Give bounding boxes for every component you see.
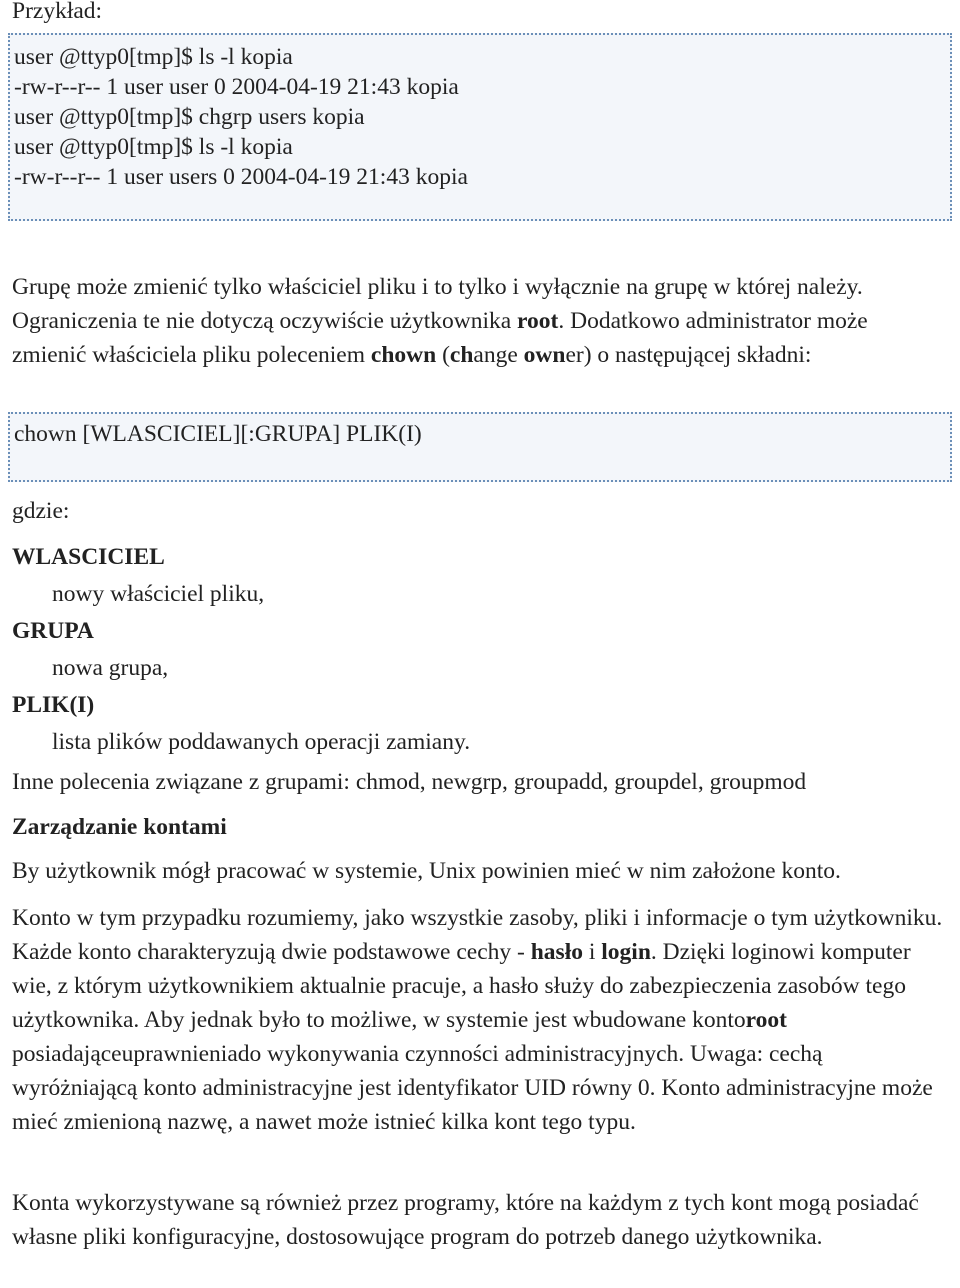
bold-login: login bbox=[601, 939, 651, 965]
example-label: Przykład: bbox=[12, 0, 103, 24]
code-line: -rw-r--r-- 1 user users 0 2004-04-19 21:43 kopia bbox=[14, 164, 468, 190]
code-line: user @ttyp0[tmp]$ ls -l kopia bbox=[14, 134, 293, 160]
paragraph-accounts-1: By użytkownik mógł pracować w systemie, Unix powinien mieć w nim założone konto. bbox=[12, 858, 841, 884]
other-commands: Inne polecenia związane z grupami: chmod, newgrp, groupadd, groupdel, groupmod bbox=[12, 769, 807, 795]
definition-term: WLASCICIEL bbox=[12, 544, 165, 570]
where-label: gdzie: bbox=[12, 498, 70, 524]
code-line: -rw-r--r-- 1 user user 0 2004-04-19 21:43 kopia bbox=[14, 74, 459, 100]
bold-chown: chown bbox=[370, 342, 437, 368]
definition-term: PLIK(I) bbox=[12, 692, 95, 718]
code-line: user @ttyp0[tmp]$ chgrp users kopia bbox=[14, 104, 365, 130]
code-line: user @ttyp0[tmp]$ ls -l kopia bbox=[14, 44, 293, 70]
paragraph-accounts-2: Konto w tym przypadku rozumiemy, jako wszystkie zasoby, pliki i informacje o tym użytkowniku. Każde konto charakteryzują dwie podstawowe cechy - hasło i login. Dzięki loginowi komputer wie, z którym użytkownikiem aktualnie pracuje, a hasło służy do zabezpieczenia zasobów tego użytkownika. Aby jednak było to możliwe, w systemie jest wbudowane kontoroot posiadająceuprawnieniado wykonywania czynności administracyjnych. Uwaga: cechą wyróżniającą konto administracyjne jest identyfikator UID równy 0. Konto administracyjne może mieć zmienioną nazwę, a nawet może istnieć kilka kont tego typu. bbox=[12, 905, 943, 1135]
definition-list bbox=[12, 539, 912, 761]
paragraph-accounts-3: Konta wykorzystywane są również przez programy, które na każdym z tych kont mogą posiadać własne pliki konfiguracyjne, dostosowujące program do potrzeb danego użytkownika. bbox=[12, 1190, 919, 1250]
definition-desc: lista plików poddawanych operacji zamiany. bbox=[52, 729, 471, 755]
bold-root: root bbox=[745, 1007, 787, 1033]
code-block-chown bbox=[8, 412, 952, 482]
bold-haslo: hasło bbox=[530, 939, 583, 965]
definition-term: GRUPA bbox=[12, 618, 94, 644]
section-title: Zarządzanie kontami bbox=[12, 814, 227, 840]
definition-desc: nowa grupa, bbox=[52, 655, 169, 681]
code-line: chown [WLASCICIEL][:GRUPA] PLIK(I) bbox=[14, 421, 422, 447]
paragraph-chgrp: Grupę może zmienić tylko właściciel pliku i to tylko i wyłącznie na grupę w której należy. Ograniczenia te nie dotyczą oczywiście użytkownika root. Dodatkowo administrator może zmienić właściciela pliku poleceniem chown (change owner) o następującej składni: bbox=[12, 274, 868, 368]
bold-root: root bbox=[517, 308, 559, 334]
code-block-chgrp bbox=[8, 33, 952, 221]
definition-desc: nowy właściciel pliku, bbox=[52, 581, 265, 607]
